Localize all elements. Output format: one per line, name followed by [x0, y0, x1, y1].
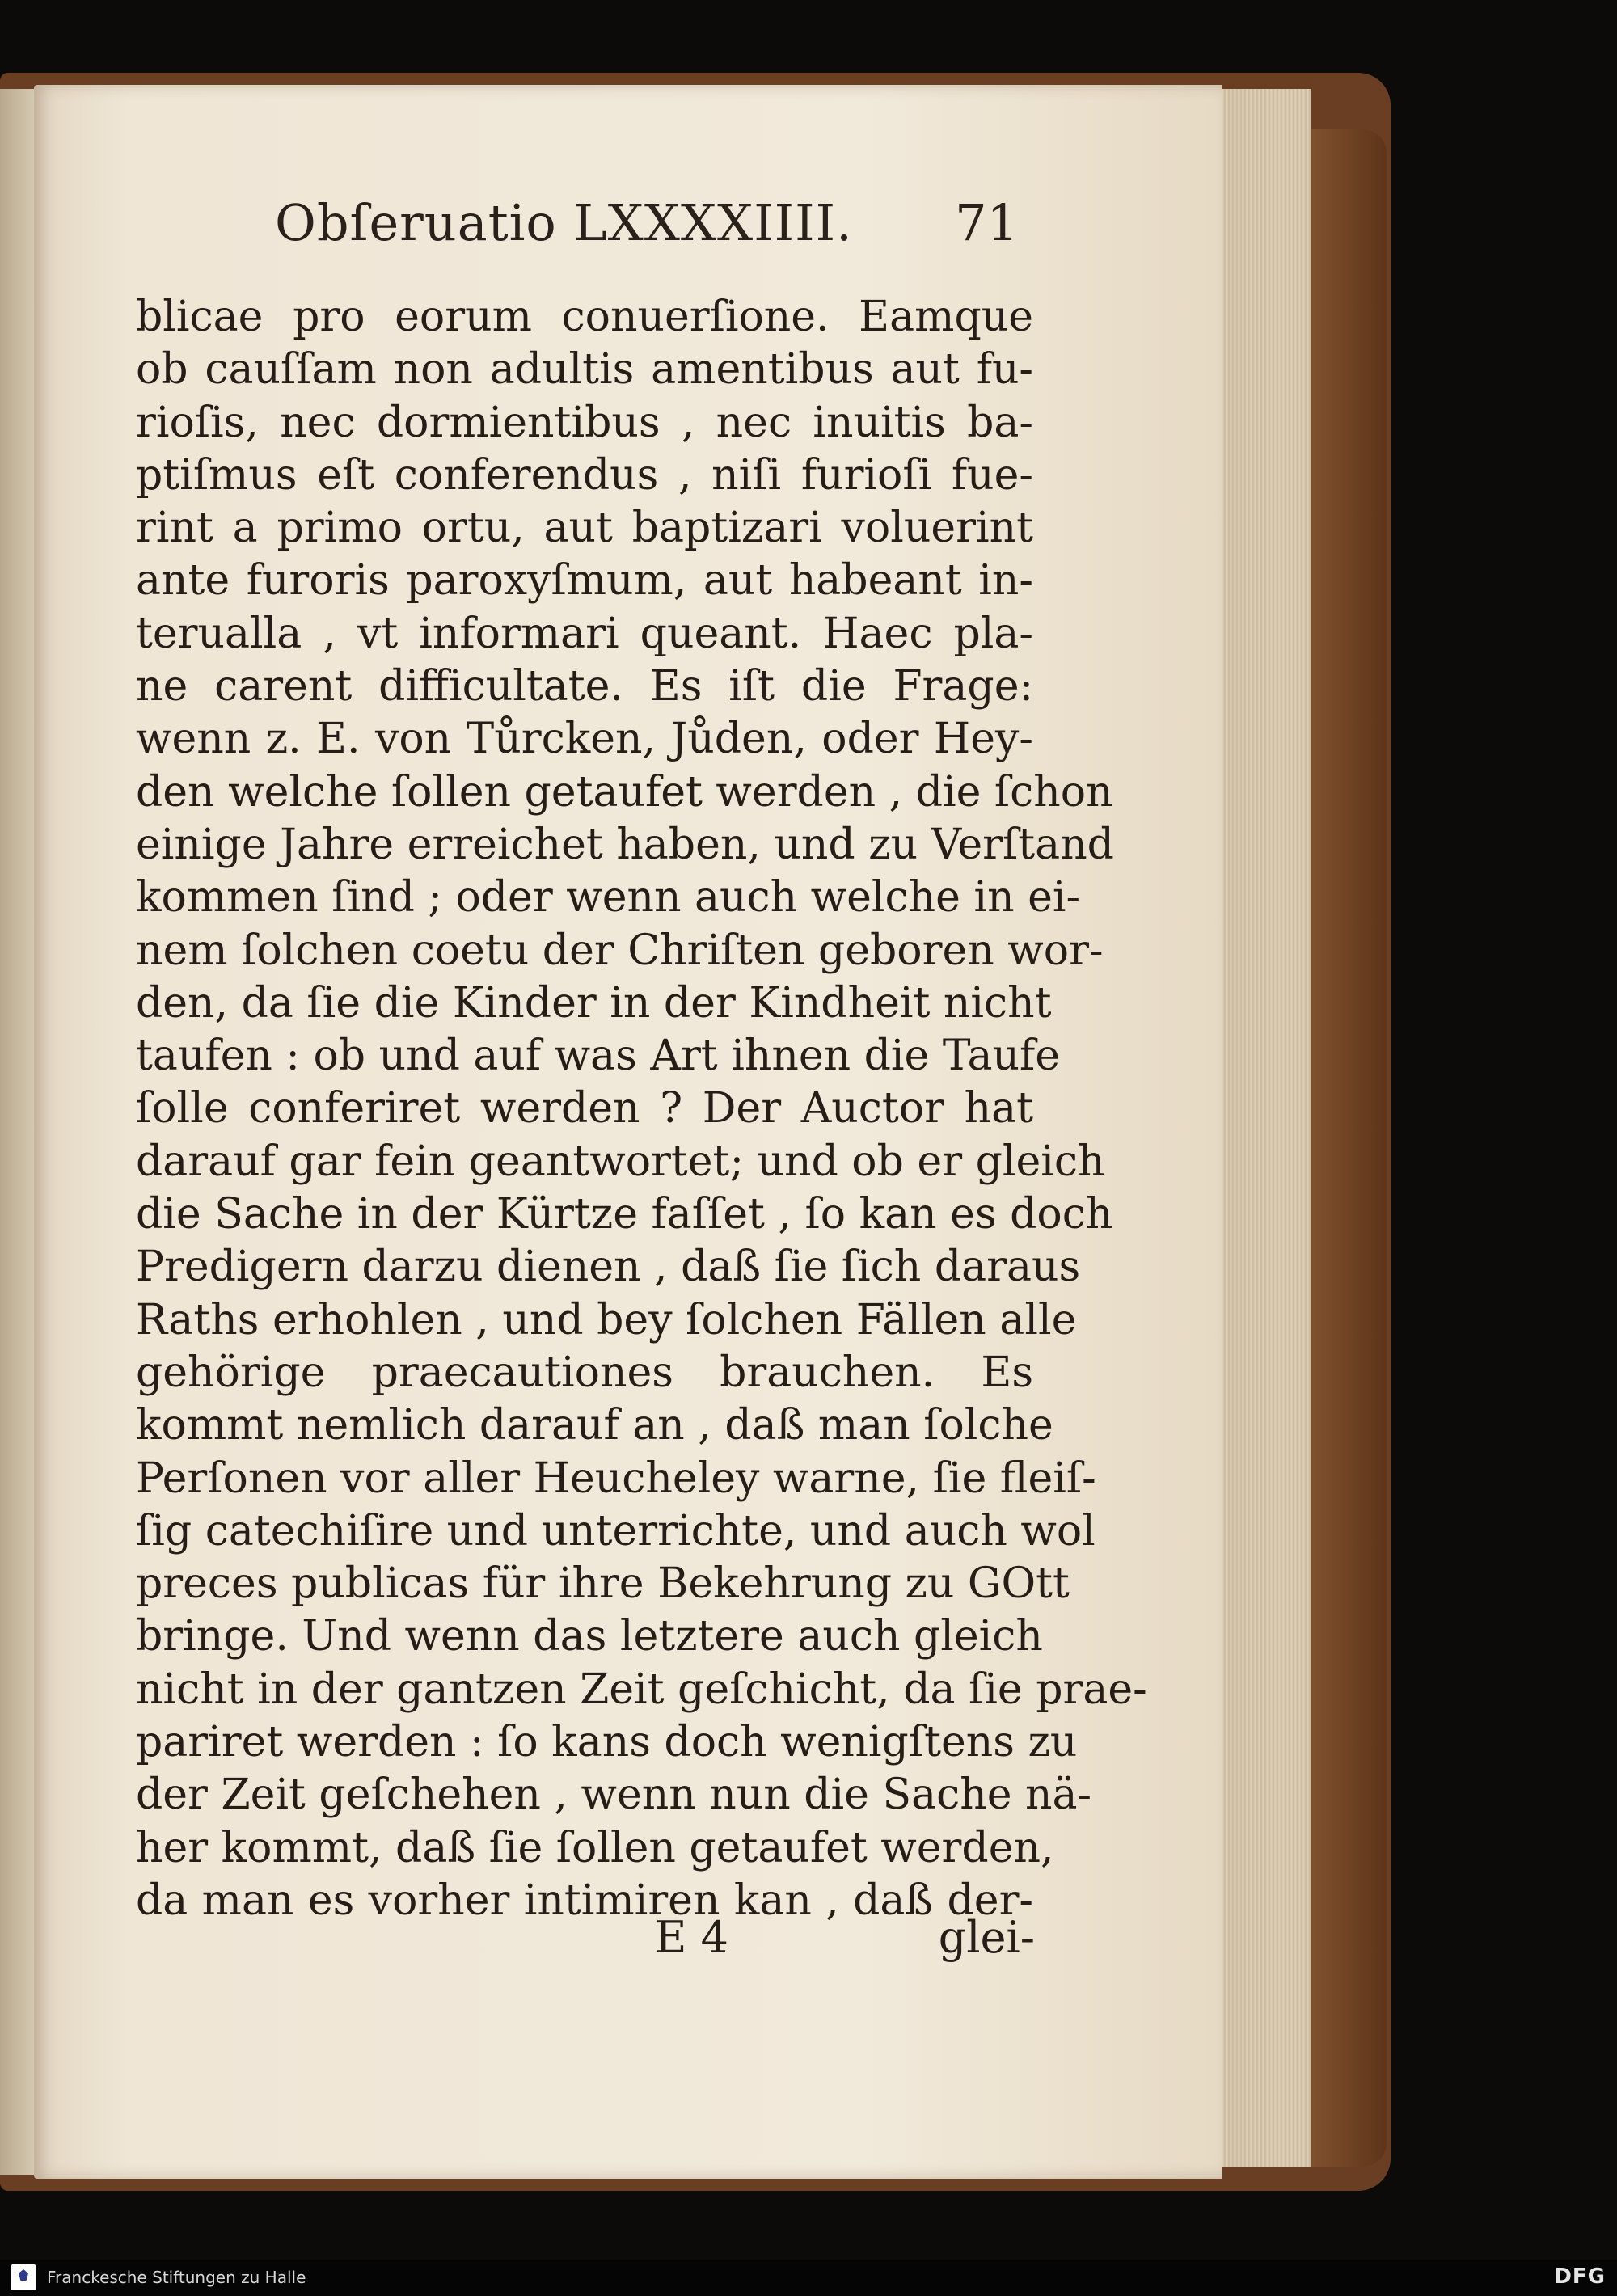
text-line: kommt nemlich darauf an , daß man ſolche: [136, 1401, 1053, 1450]
text-line: bringe. Und wenn das letztere auch gleich: [136, 1612, 1043, 1661]
text-line: blicae pro eorum conuerſione. Eamque: [136, 293, 1033, 341]
text-line: rint a primo ortu, aut baptizari voluerint: [136, 504, 1033, 553]
text-line: ne carent difficultate. Es iſt die Frage:: [136, 662, 1033, 711]
text-line: einige Jahre erreichet haben, und zu Verſtand: [136, 820, 1114, 869]
text-line: nicht in der gantzen Zeit geſchicht, da ſie prae-: [136, 1665, 1147, 1714]
text-line: den welche ſollen getaufet werden , die ſchon: [136, 767, 1113, 817]
text-line: ante furoris paroxyſmum, aut habeant in-: [136, 556, 1033, 606]
text-line: Perſonen vor aller Heucheley warne, ſie fleiſ-: [136, 1454, 1096, 1503]
text-line: den, da ſie die Kinder in der Kindheit nicht: [136, 978, 1052, 1028]
left-page-sliver: [0, 89, 39, 2175]
text-line: preces publicas für ihre Bekehrung zu GOtt: [136, 1560, 1070, 1609]
text-line: ſig catechiſire und unterrichte, und auch wol: [136, 1506, 1096, 1555]
text-line: wenn z. E. von Tůrcken, Jůden, oder Hey-: [136, 715, 1033, 764]
dfg-logo: DFG: [1554, 2264, 1606, 2289]
text-line: ptiſmus eſt conferendus , niſi furioſi fue-: [136, 450, 1033, 500]
catchword: glei-: [938, 1912, 1035, 1963]
running-title: Obſeruatio LXXXXIIII.: [275, 192, 853, 252]
text-line: taufen : ob und auf was Art ihnen die Taufe: [136, 1032, 1061, 1081]
text-line: her kommt, daß ſie ſollen getaufet werden,: [136, 1823, 1054, 1872]
viewer-footer-bar: [0, 2260, 1617, 2296]
text-line: da man es vorher intimiren kan , daß der-: [136, 1876, 1033, 1925]
institution-logo-icon: [11, 2264, 36, 2290]
text-line: der Zeit geſchehen , wenn nun die Sache nä-: [136, 1771, 1092, 1820]
text-line: ſolle conferiret werden ? Der Auctor hat: [136, 1084, 1033, 1133]
text-line: darauf gar fein geantwortet; und ob er gleich: [136, 1137, 1105, 1186]
text-line: terualla , vt informari queant. Haec pla-: [136, 609, 1033, 658]
page-number: 71: [955, 192, 1019, 252]
institution-name: Franckesche Stiftungen zu Halle: [47, 2268, 306, 2287]
text-line: Predigern darzu dienen , daß ſie ſich daraus: [136, 1243, 1081, 1292]
page-footer: [655, 1912, 1035, 1969]
text-line: gehörige praecautiones brauchen. Es: [136, 1348, 1033, 1397]
signature-mark: E 4: [655, 1912, 728, 1963]
body-text: [136, 291, 1147, 1927]
text-line: nem ſolchen coetu der Chriſten geboren wor-: [136, 926, 1104, 975]
text-line: Raths erhohlen , und bey ſolchen Fällen alle: [136, 1295, 1077, 1344]
text-line: rioſis, nec dormientibus , nec inuitis ba-: [136, 398, 1033, 447]
text-line: pariret werden : ſo kans doch wenigſtens zu: [136, 1718, 1078, 1767]
text-line: kommen ſind ; oder wenn auch welche in ei-: [136, 873, 1081, 922]
page-header: [275, 186, 1019, 259]
text-line: die Sache in der Kürtze faſſet , ſo kan es doch: [136, 1190, 1113, 1239]
text-line: ob cauſſam non adultis amentibus aut fu-: [136, 345, 1033, 395]
